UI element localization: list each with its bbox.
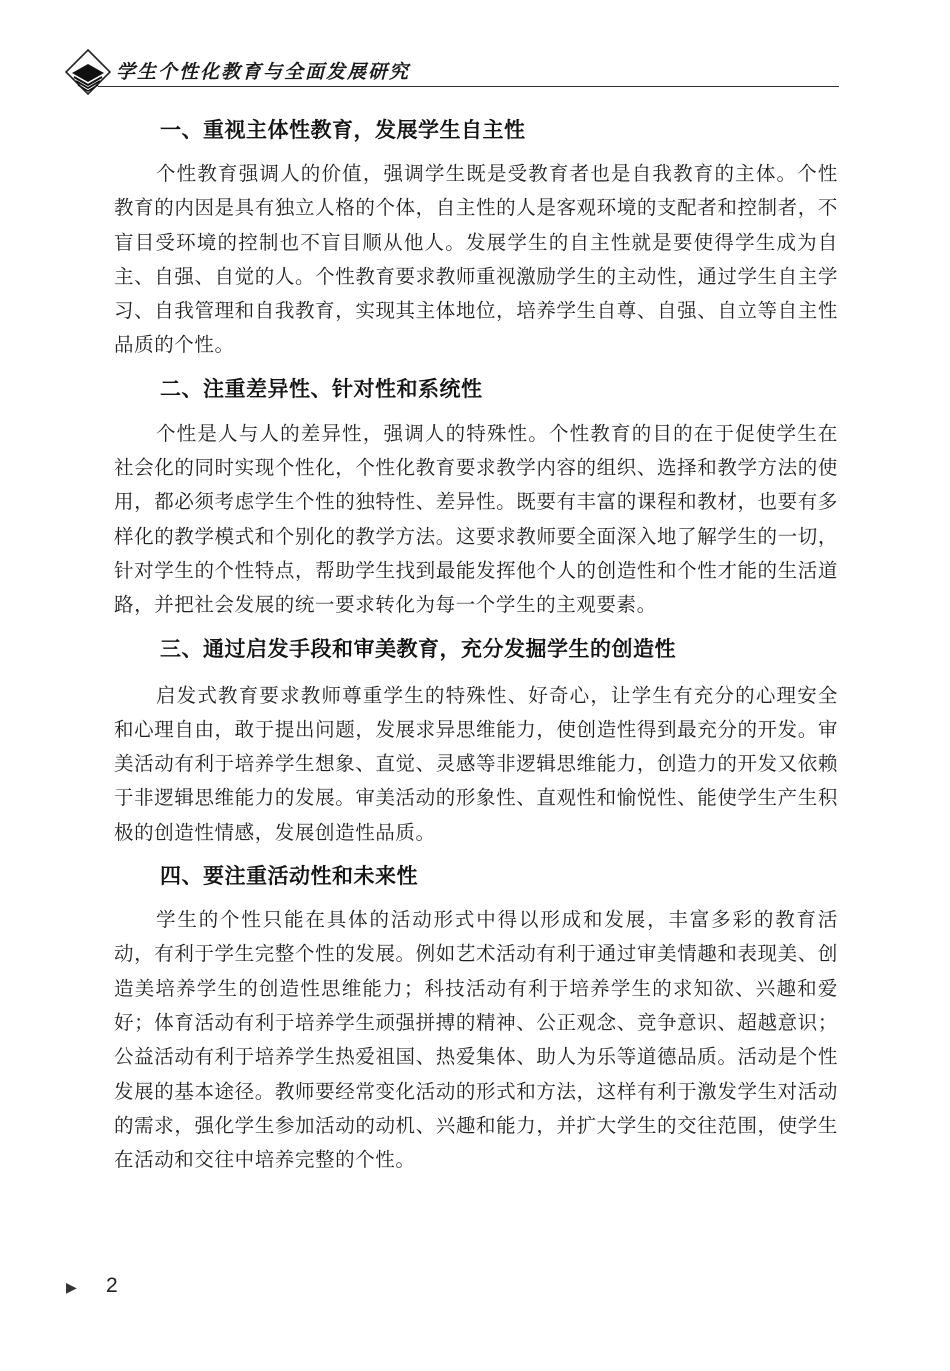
section-heading: 三、通过启发手段和审美教育，充分发掘学生的创造性 — [160, 636, 676, 661]
section-3 — [114, 633, 838, 850]
page-number: 2 — [106, 1274, 118, 1297]
section-heading: 四、要注重活动性和未来性 — [160, 864, 418, 889]
header-divider — [98, 86, 839, 87]
section-2 — [114, 373, 838, 623]
section-4 — [114, 860, 838, 1177]
book-logo-icon — [64, 48, 112, 98]
page-content — [114, 110, 838, 1187]
section-heading: 二、注重差异性、针对性和系统性 — [160, 376, 483, 401]
section-1 — [114, 114, 838, 363]
book-title: 学生个性化教育与全面发展研究 — [116, 61, 411, 83]
section-paragraph: 学生的个性只能在具体的活动形式中得以形成和发展，丰富多彩的教育活动，有利于学生完整个性的发展。例如艺术活动有利于通过审美情趣和表现美、创造美培养学生的创造性思维能力；科技活动有利于培养学生的求知欲、兴趣和爱好；体育活动有利于培养学生顽强拼搏的精神、公正观念、竞争意识、超越意识；公益活动有利于培养学生热爱祖国、热爱集体、助人为乐等道德品质。活动是个性发展的基本途径。教师要经常变化活动的形式和方法，这样有利于激发学生对活动的需求，强化学生参加活动的动机、兴趣和能力，并扩大学生的交往范围，使学生在活动和交往中培养完整的个性。 — [114, 908, 838, 1172]
section-heading: 一、重视主体性教育，发展学生自主性 — [160, 118, 526, 142]
section-paragraph: 启发式教育要求教师尊重学生的特殊性、好奇心，让学生有充分的心理安全和心理自由，敢于提出问题，发展求异思维能力，使创造性得到最充分的开发。审美活动有利于培养学生想象、直觉、灵感等非逻辑思维能力，创造力的开发又依赖于非逻辑思维能力的发展。审美活动的形象性、直观性和愉悦性、能使学生产生积极的创造性情感，发展创造性品质。 — [114, 683, 838, 844]
triangle-right-icon: ▶ — [66, 1280, 77, 1296]
section-paragraph: 个性教育强调人的价值，强调学生既是受教育者也是自我教育的主体。个性教育的内因是具有独立人格的个体，自主性的人是客观环境的支配者和控制者，不盲目受环境的控制也不盲目顺从他人。发展学生的自主性就是要使得学生成为自主、自强、自觉的人。个性教育要求教师重视激励学生的主动性，通过学生自主学习、自我管理和自我教育，实现其主体地位，培养学生自尊、自强、自立等自主性品质的个性。 — [114, 162, 838, 357]
section-paragraph: 个性是人与人的差异性，强调人的特殊性。个性教育的目的在于促使学生在社会化的同时实现个性化，个性化教育要求教学内容的组织、选择和教学方法的使用，都必须考虑学生个性的独特性、差异性。既要有丰富的课程和教材，也要有多样化的教学模式和个别化的教学方法。这要求教师要全面深入地了解学生的一切，针对学生的个性特点，帮助学生找到最能发挥他个人的创造性和个性才能的生活道路，并把社会发展的统一要求转化为每一个学生的主观要素。 — [114, 421, 838, 617]
